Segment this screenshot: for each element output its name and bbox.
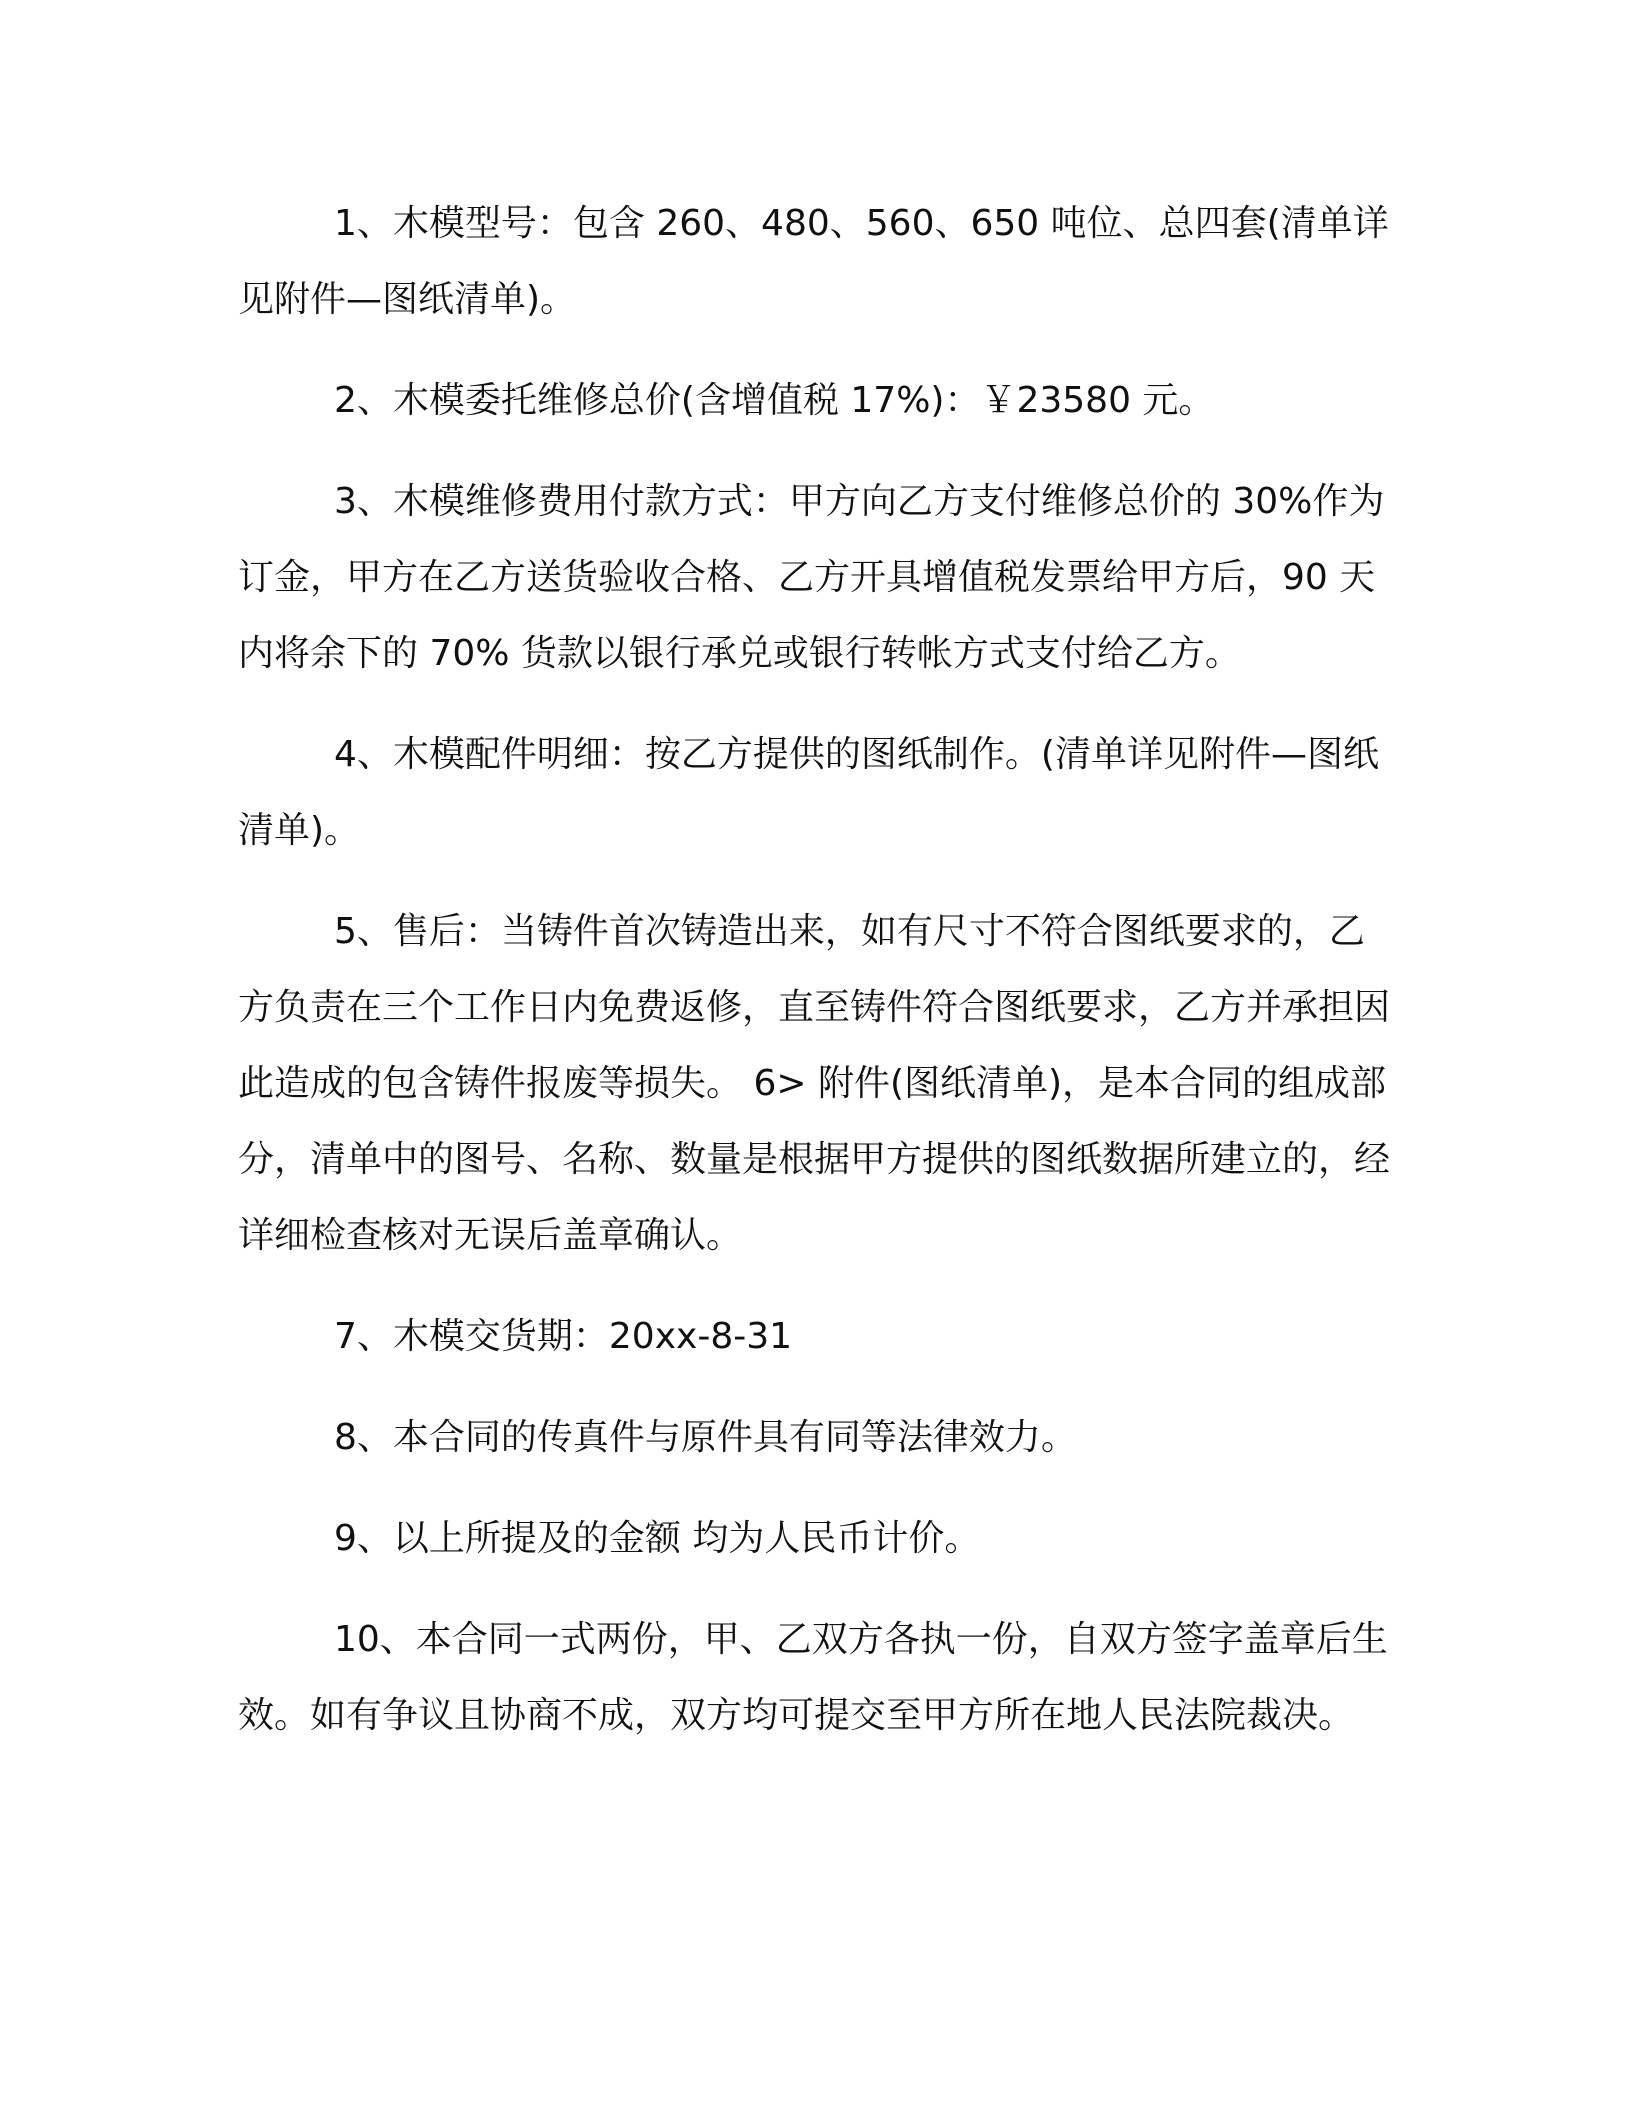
clause-8: 8、本合同的传真件与原件具有同等法律效力。 <box>334 1417 1077 1458</box>
clause-10: 10、本合同一式两份，甲、乙双方各执一份，自双方签字盖章后生效。如有争议且协商不成，双方均可提交至甲方所在地人民法院裁决。 <box>238 1619 1388 1736</box>
contract-clauses <box>238 186 1390 1779</box>
clause-3: 3、木模维修费用付款方式：甲方向乙方支付维修总价的 30%作为订金，甲方在乙方送货验收合格、乙方开具增值税发票给甲方后，90 天内将余下的 70% 货款以银行承兑或银行转帐方式支付给乙方。 <box>238 481 1385 674</box>
clause-4: 4、木模配件明细：按乙方提供的图纸制作。(清单详见附件—图纸清单)。 <box>238 734 1379 851</box>
clause-7: 7、木模交货期：20xx-8-31 <box>334 1316 793 1357</box>
clause-2: 2、木模委托维修总价(含增值税 17%)：￥23580 元。 <box>334 380 1215 421</box>
clause-5: 5、售后：当铸件首次铸造出来，如有尺寸不符合图纸要求的，乙方负责在三个工作日内免费返修，直至铸件符合图纸要求，乙方并承担因此造成的包含铸件报废等损失。 6> 附件(图纸清单)，是本合同的组成部分，清单中的图号、名称、数量是根据甲方提供的图纸数据所建立的，经详细检查核对无误后盖章确认。 <box>238 911 1391 1256</box>
clause-9: 9、以上所提及的金额 均为人民币计价。 <box>334 1518 981 1559</box>
clause-1: 1、木模型号：包含 260、480、560、650 吨位、总四套(清单详见附件—图纸清单)。 <box>238 203 1389 320</box>
